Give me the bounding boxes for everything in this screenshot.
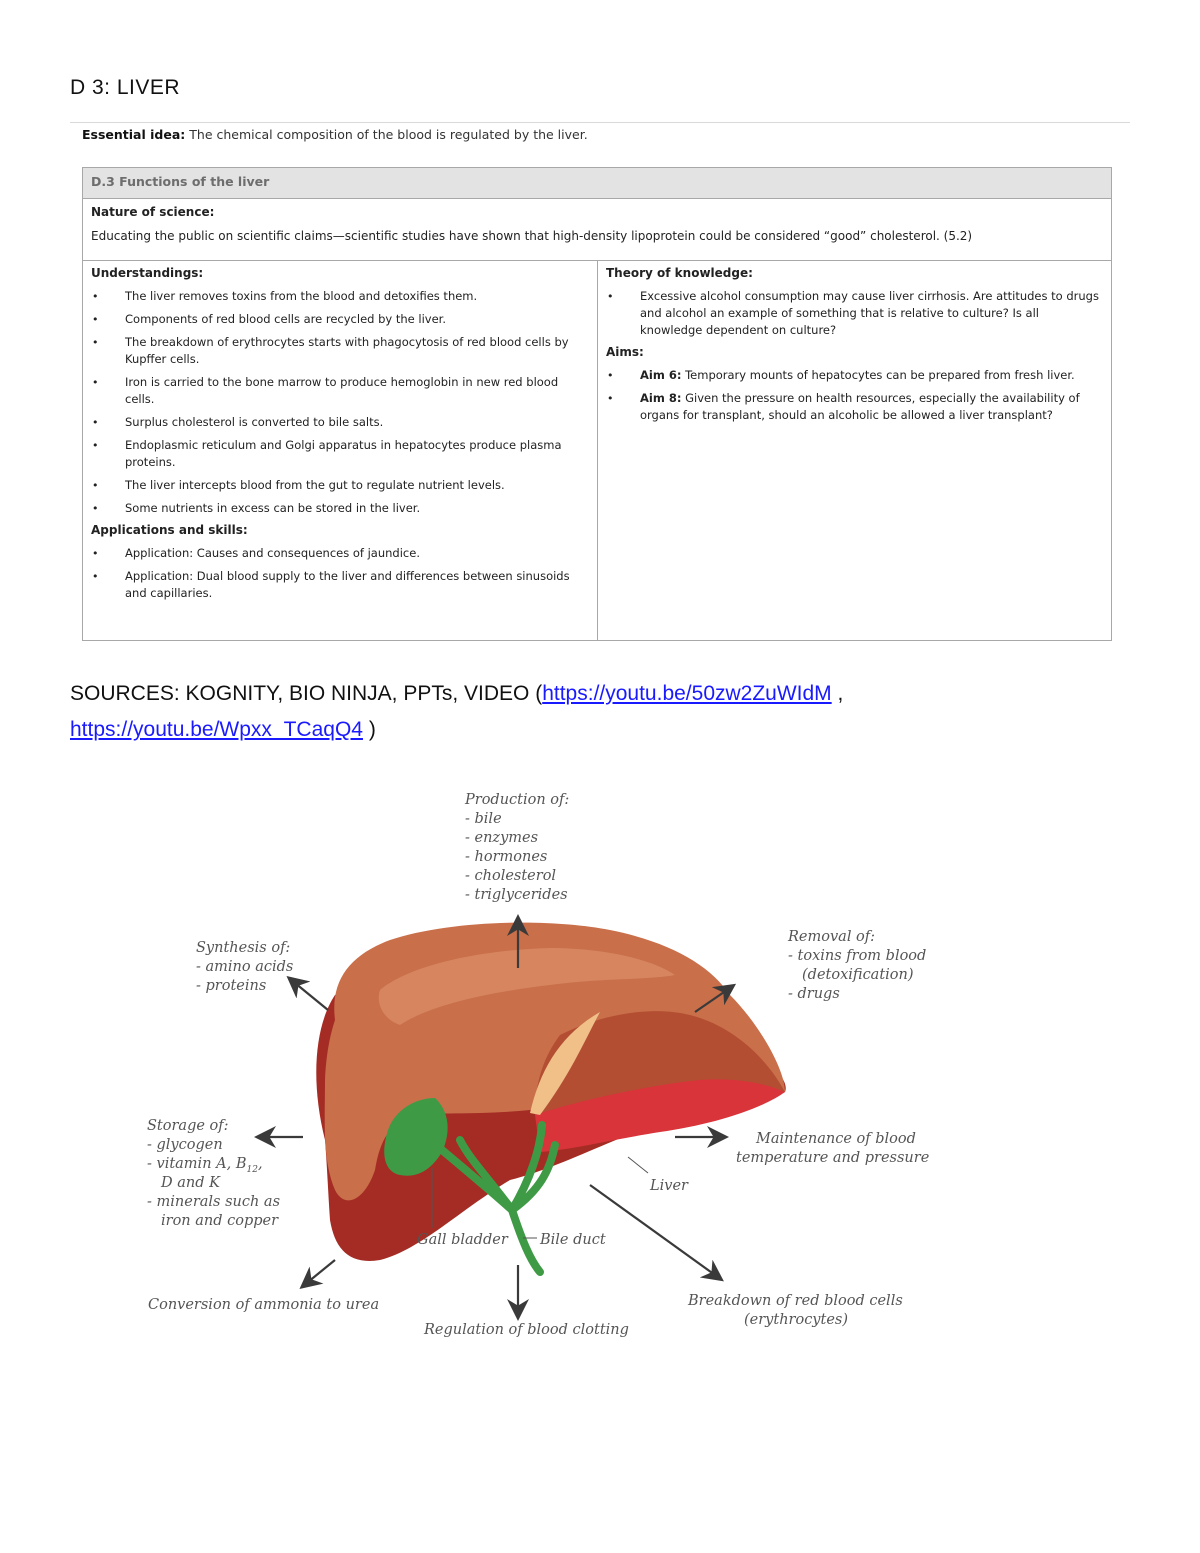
- production-label: Production of: - bile - enzymes - hormones - cholesterol - triglycerides: [465, 792, 570, 903]
- conversion-label: Conversion of ammonia to urea: [148, 1297, 380, 1313]
- synthesis-label: Synthesis of: - amino acids - proteins: [196, 940, 294, 994]
- understandings-label: Understandings:: [91, 266, 204, 280]
- list-item: • Some nutrients in excess can be stored in the liver.: [91, 500, 589, 517]
- video-link-2[interactable]: https://youtu.be/Wpxx_TCaqQ4: [70, 718, 363, 741]
- list-item: • The breakdown of erythrocytes starts with phagocytosis of red blood cells by Kupffer cells.: [91, 334, 589, 368]
- liver-functions-diagram: [130, 780, 960, 1350]
- list-item: [606, 390, 1103, 424]
- arrow-upper-left: [295, 983, 328, 1010]
- regulation-label: Regulation of blood clotting: [424, 1322, 629, 1338]
- gall-bladder-label: Gall bladder: [417, 1232, 508, 1248]
- understandings-list: [91, 288, 589, 517]
- maintenance-label: Maintenance of blood temperature and pressure: [736, 1131, 930, 1166]
- list-item: • Surplus cholesterol is converted to bile salts.: [91, 414, 589, 431]
- bile-duct-label: Bile duct: [540, 1232, 606, 1248]
- video-link-1[interactable]: https://youtu.be/50zw2ZuWIdM: [542, 682, 832, 705]
- list-item: • Excessive alcohol consumption may cause liver cirrhosis. Are attitudes to drugs and alcohol an example of something that is relative to culture? Is all knowledge dependent on culture?: [606, 288, 1103, 339]
- sources-sep: ,: [831, 682, 844, 705]
- nature-label: Nature of science:: [91, 205, 215, 219]
- tok-column: [598, 261, 1111, 641]
- box-columns: [83, 261, 1111, 641]
- list-item: [606, 367, 1103, 384]
- understandings-column: [83, 261, 598, 641]
- arrow-lower-left: [308, 1260, 335, 1282]
- nature-text: Educating the public on scientific claims—scientific studies have shown that high-density lipoprotein could be considered “good” cholesterol. (5.2): [91, 229, 973, 243]
- sources-prefix: SOURCES: KOGNITY, BIO NINJA, PPTs, VIDEO (: [70, 682, 543, 705]
- removal-label: Removal of: - toxins from blood (detoxification) - drugs: [788, 929, 927, 1002]
- aim-number: Aim 8:: [640, 391, 682, 405]
- liver-label: Liver: [650, 1178, 688, 1194]
- sources-suffix: ): [362, 718, 376, 741]
- aims-list: [606, 367, 1103, 424]
- page-title: D 3: LIVER: [70, 76, 181, 99]
- list-item: • Application: Dual blood supply to the liver and differences between sinusoids and capillaries.: [91, 568, 589, 602]
- sources-line: [70, 676, 1130, 748]
- list-item: • The liver intercepts blood from the gut to regulate nutrient levels.: [91, 477, 589, 494]
- list-item: • Components of red blood cells are recycled by the liver.: [91, 311, 589, 328]
- aim-text: Given the pressure on health resources, especially the availability of organs for transplant, should an alcoholic be allowed a liver transplant?: [640, 391, 1080, 422]
- essential-text: The chemical composition of the blood is regulated by the liver.: [185, 127, 588, 142]
- divider: [70, 122, 1130, 123]
- arrow-lower-right: [590, 1185, 715, 1275]
- nature-of-science: [83, 199, 1111, 261]
- list-item: • Endoplasmic reticulum and Golgi apparatus in hepatocytes produce plasma proteins.: [91, 437, 589, 471]
- list-item: • The liver removes toxins from the blood and detoxifies them.: [91, 288, 589, 305]
- list-item: • Application: Causes and consequences of jaundice.: [91, 545, 589, 562]
- applications-list: [91, 545, 589, 602]
- box-heading: D.3 Functions of the liver: [83, 168, 1111, 199]
- aim-text: Temporary mounts of hepatocytes can be prepared from fresh liver.: [681, 368, 1075, 382]
- essential-idea: [82, 127, 588, 142]
- breakdown-label: Breakdown of red blood cells (erythrocytes): [688, 1293, 903, 1328]
- aims-label: Aims:: [606, 345, 644, 359]
- liver-illustration: [316, 923, 785, 1272]
- tok-label: Theory of knowledge:: [606, 266, 753, 280]
- applications-label: Applications and skills:: [91, 523, 248, 537]
- essential-label: Essential idea:: [82, 127, 186, 142]
- tok-list: [606, 288, 1103, 339]
- liver-pointer: [628, 1157, 648, 1173]
- storage-label: Storage of: - glycogen - vitamin A, $B_{12}$, D and K - minerals such as iron and copper: [147, 1118, 281, 1229]
- syllabus-box: [82, 167, 1112, 641]
- list-item: • Iron is carried to the bone marrow to produce hemoglobin in new red blood cells.: [91, 374, 589, 408]
- aim-number: Aim 6:: [640, 368, 682, 382]
